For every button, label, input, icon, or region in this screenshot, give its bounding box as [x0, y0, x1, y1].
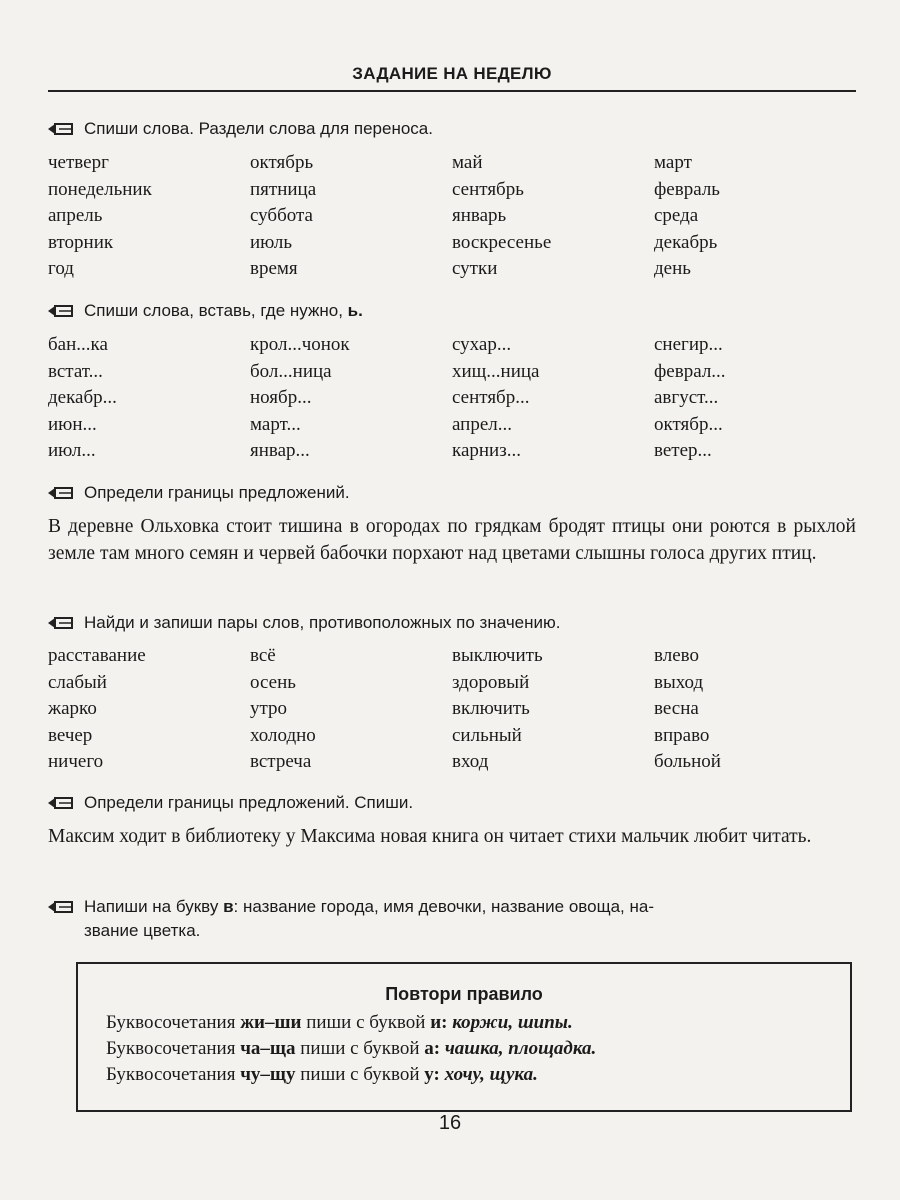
instruction-text: Определи границы предложений. — [84, 483, 350, 502]
grid-word: больной — [654, 751, 721, 772]
grid-word: пятница — [250, 178, 317, 200]
grid-word: утро — [250, 698, 288, 719]
grid-word: сильный — [452, 724, 522, 746]
instruction-main: Спиши слова, вставь, где нужно, — [84, 301, 343, 320]
instruction-letter: в — [223, 897, 234, 916]
grid-word: февраль — [654, 178, 720, 200]
grid-word: сутки — [452, 258, 498, 279]
grid-word: крол...чонок — [250, 334, 350, 355]
grid-word: март — [654, 152, 692, 173]
instruction-rest: : название города, имя девочки, название овоща, на- — [233, 897, 654, 916]
task-2-instruction — [48, 299, 363, 323]
grid-word: весна — [654, 698, 699, 719]
instruction-text: Спиши слова. Раздели слова для переноса. — [84, 119, 433, 138]
grid-word: апрел... — [452, 413, 513, 435]
grid-word: бол...ница — [250, 360, 332, 382]
instruction-main: Напиши на букву — [84, 897, 219, 916]
page-title: ЗАДАНИЕ НА НЕДЕЛЮ — [352, 64, 552, 83]
sentence-boundaries-text-2: Максим ходит в библиотеку у Максима новая книга он читает стихи мальчик любит читать. — [48, 826, 812, 847]
grid-word: октябрь — [250, 152, 314, 173]
task-6-instruction — [48, 895, 856, 943]
grid-word: вторник — [48, 231, 114, 253]
grid-word: январ... — [250, 440, 310, 461]
rule-examples: хочу, щука. — [439, 1064, 538, 1085]
grid-word: май — [452, 152, 483, 173]
grid-word: август... — [654, 387, 719, 408]
rule-line — [106, 1062, 538, 1088]
grid-word: хищ...ница — [452, 360, 540, 382]
grid-word: расставание — [48, 645, 146, 666]
rule-letter: и: — [430, 1012, 448, 1033]
rule-text: Буквосочетания — [106, 1012, 241, 1033]
instruction-text — [84, 895, 654, 943]
rule-box — [76, 962, 852, 1112]
rule-text: Буквосочетания — [106, 1038, 241, 1059]
grid-word: ветер... — [654, 440, 712, 461]
pencil-icon — [48, 615, 76, 631]
rule-title: Повтори правило — [385, 984, 543, 1004]
grid-word: вход — [452, 751, 489, 772]
page-number: 16 — [438, 1112, 462, 1134]
grid-word: слабый — [48, 671, 107, 693]
rule-letter: у: — [424, 1064, 440, 1085]
word-grid-hyphenation — [48, 150, 788, 283]
grid-word: сентябрь — [452, 178, 524, 200]
grid-word: выключить — [452, 645, 543, 666]
instruction-text: Определи границы предложений. Спиши. — [84, 793, 414, 812]
grid-word: апрель — [48, 205, 103, 226]
instruction-line2: звание цветка. — [84, 921, 201, 940]
grid-word: бан...ка — [48, 334, 108, 355]
grid-word: июль — [250, 231, 293, 253]
rule-combo: чу–щу — [240, 1064, 296, 1085]
grid-word: влево — [654, 645, 699, 666]
grid-word: вправо — [654, 724, 710, 746]
grid-word: осень — [250, 671, 296, 693]
grid-word: сухар... — [452, 334, 512, 355]
grid-word: день — [654, 258, 691, 279]
rule-text: пиши с буквой — [301, 1012, 431, 1033]
grid-word: включить — [452, 698, 530, 719]
rule-examples: коржи, шипы. — [447, 1012, 573, 1033]
grid-word: январь — [452, 205, 507, 226]
pencil-icon — [48, 899, 76, 915]
grid-word: встат... — [48, 360, 103, 382]
grid-word: октябр... — [654, 413, 723, 435]
grid-word: здоровый — [452, 671, 530, 693]
grid-word: март... — [250, 413, 301, 435]
word-grid-antonyms — [48, 643, 788, 776]
grid-word: карниз... — [452, 440, 521, 461]
pencil-icon — [48, 795, 76, 811]
grid-word: холодно — [250, 724, 316, 746]
rule-text: пиши с буквой — [295, 1038, 425, 1059]
pencil-icon — [48, 303, 76, 319]
task-1-instruction — [48, 117, 433, 141]
grid-word: декабр... — [48, 387, 117, 408]
instruction-text — [84, 299, 363, 323]
rule-line — [106, 1010, 573, 1036]
sentence-boundaries-text: В деревне Ольховка стоит тишина в огородах по грядкам бродят птицы они роются в рыхлой земле там много семян и червей бабочки порхают над цветами слышны голоса других птиц. — [48, 516, 856, 564]
grid-word: июн... — [48, 413, 97, 435]
grid-word: июл... — [48, 440, 96, 461]
task-4-instruction — [48, 611, 561, 635]
grid-word: суббота — [250, 205, 313, 226]
grid-word: выход — [654, 671, 704, 693]
pencil-icon — [48, 121, 76, 137]
rule-text: Буквосочетания — [106, 1064, 241, 1085]
grid-word: время — [250, 258, 298, 279]
grid-word: среда — [654, 205, 699, 226]
grid-word: сентябр... — [452, 387, 530, 408]
rule-line — [106, 1036, 596, 1062]
pencil-icon — [48, 485, 76, 501]
rule-text: пиши с буквой — [295, 1064, 425, 1085]
grid-word: снегир... — [654, 334, 723, 355]
grid-word: всё — [250, 645, 276, 666]
rule-examples: чашка, площадка. — [440, 1038, 597, 1059]
grid-word: феврал... — [654, 360, 726, 382]
grid-word: декабрь — [654, 231, 718, 253]
grid-word: четверг — [48, 152, 109, 173]
rule-combo: жи–ши — [240, 1012, 302, 1033]
instruction-letter: ь. — [347, 301, 363, 320]
task-5-instruction — [48, 791, 413, 815]
rule-letter: а: — [424, 1038, 441, 1059]
grid-word: понедельник — [48, 178, 152, 200]
grid-word: воскресенье — [452, 231, 552, 253]
grid-word: ноябр... — [250, 387, 312, 408]
grid-word: вечер — [48, 724, 93, 746]
grid-word: жарко — [48, 698, 97, 719]
grid-word: ничего — [48, 751, 104, 772]
instruction-text: Найди и запиши пары слов, противоположных по значению. — [84, 613, 561, 632]
header-divider — [48, 90, 856, 92]
word-grid-soft-sign — [48, 332, 788, 465]
grid-word: год — [48, 258, 74, 279]
rule-combo: ча–ща — [240, 1038, 296, 1059]
task-3-instruction — [48, 481, 350, 505]
grid-word: встреча — [250, 751, 312, 772]
